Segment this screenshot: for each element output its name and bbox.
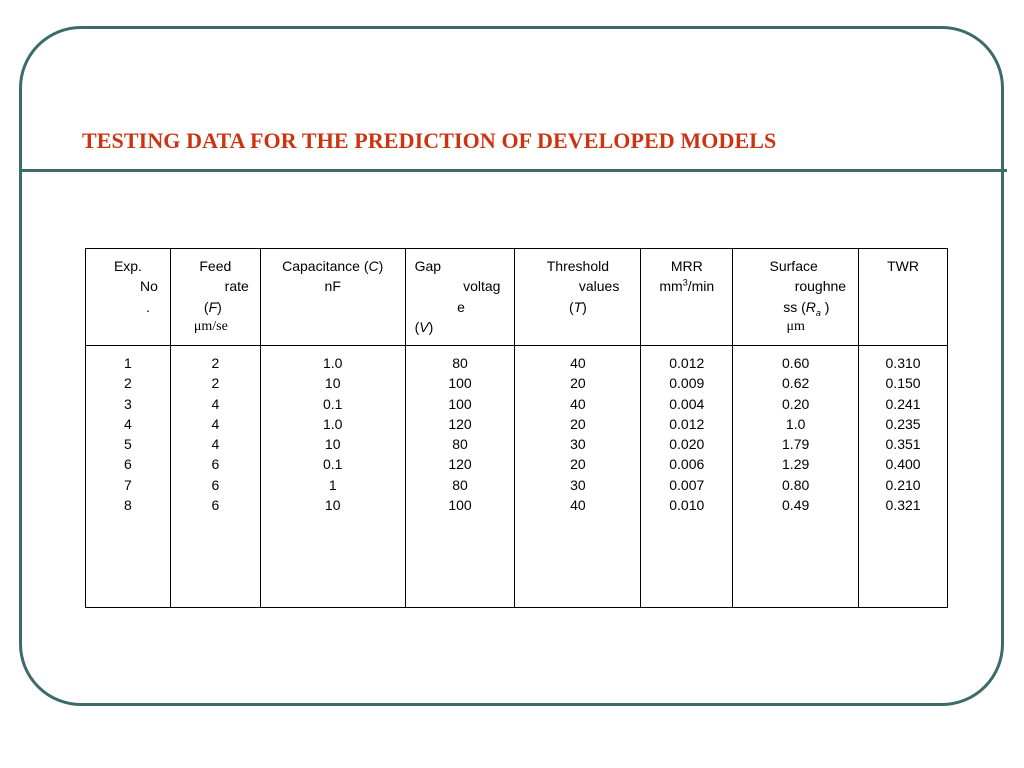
cell-value: 4: [211, 395, 220, 412]
cell-value: 2: [211, 355, 220, 371]
cell-value: 0.400: [885, 456, 921, 473]
cell-value: 20: [570, 456, 586, 473]
col-surface-roughness: [733, 346, 859, 608]
cell-value: 0.009: [669, 375, 705, 392]
header-mrr: MRR $mm^3/\min$: [641, 249, 733, 346]
cell-value: 6: [211, 476, 220, 493]
cell-value: 1.29: [782, 456, 810, 473]
cell-value: 1.0: [322, 355, 343, 371]
cell-value: 5: [124, 436, 132, 453]
testing-data-table: [85, 248, 948, 608]
cell-value: 0.210: [885, 476, 921, 493]
header-capacitance: Capacitance (C) nF: [260, 249, 405, 346]
cell-value: 20: [570, 415, 586, 432]
cell-value: 80: [452, 476, 468, 493]
header-twr: TWR: [859, 249, 948, 346]
cell-value: 120: [448, 456, 472, 473]
cell-value: 7: [124, 476, 132, 493]
header-feed-rate: Feed rate (F) μm/se: [170, 249, 260, 346]
col-feed-rate: [170, 346, 260, 608]
cell-value: 10: [324, 497, 341, 514]
cell-value: 0.62: [782, 375, 810, 392]
cell-value: 1.0: [785, 415, 806, 432]
col-gap-voltage: [405, 346, 515, 608]
cell-value: 3: [124, 395, 132, 412]
cell-value: 0.010: [669, 497, 705, 514]
cell-value: 1.79: [782, 436, 810, 453]
slide-title: TESTING DATA FOR THE PREDICTION OF DEVELOPED MODELS: [82, 128, 777, 153]
cell-value: 6: [211, 497, 220, 514]
cell-value: 30: [570, 476, 586, 493]
cell-value: 80: [452, 355, 468, 371]
cell-value: 0.1: [322, 456, 343, 473]
cell-value: 0.020: [669, 436, 705, 453]
cell-value: 4: [124, 415, 132, 432]
cell-value: 6: [124, 456, 132, 473]
cell-value: 0.241: [885, 395, 921, 412]
cell-value: 0.012: [669, 415, 705, 432]
cell-value: 0.1: [322, 395, 343, 412]
cell-value: 1: [124, 355, 132, 371]
cell-value: 0.310: [885, 355, 921, 371]
cell-value: 120: [448, 415, 472, 432]
header-row: [86, 249, 948, 346]
header-threshold-values: Threshold values (T): [515, 249, 641, 346]
cell-value: 0.49: [782, 497, 810, 514]
cell-value: 100: [448, 395, 472, 412]
cell-value: 0.20: [782, 395, 810, 412]
cell-value: 2: [124, 375, 132, 392]
cell-value: 10: [324, 375, 341, 392]
cell-value: 6: [211, 456, 220, 473]
cell-value: 0.321: [885, 497, 921, 514]
col-capacitance: [260, 346, 405, 608]
cell-value: 0.004: [669, 395, 705, 412]
cell-value: 0.012: [669, 355, 705, 371]
cell-value: 20: [570, 375, 586, 392]
cell-value: 0.351: [885, 436, 921, 453]
cell-value: 1.0: [322, 415, 343, 432]
cell-value: 2: [211, 375, 220, 392]
cell-value: 40: [570, 395, 586, 412]
cell-value: 4: [211, 436, 220, 453]
col-threshold-values: [515, 346, 641, 608]
col-mrr: [641, 346, 733, 608]
header-surface-roughness: Surface roughne ss ($R_a$ ) μm: [733, 249, 859, 346]
cell-value: 40: [570, 355, 586, 371]
title-divider: [19, 169, 1007, 172]
cell-value: 30: [570, 436, 586, 453]
table-body-row: [86, 346, 948, 608]
cell-value: 100: [448, 497, 472, 514]
cell-value: 0.60: [782, 355, 810, 371]
cell-value: 0.235: [885, 415, 921, 432]
cell-value: 100: [448, 375, 472, 392]
cell-value: 0.150: [885, 375, 921, 392]
cell-value: 80: [452, 436, 468, 453]
cell-value: 1: [328, 476, 337, 493]
header-gap-voltage: Gap voltag e (V): [405, 249, 515, 346]
cell-value: 0.80: [782, 476, 810, 493]
col-exp-no: [86, 346, 171, 608]
cell-value: 10: [324, 436, 341, 453]
col-twr: [859, 346, 948, 608]
cell-value: 0.006: [669, 456, 705, 473]
cell-value: 40: [570, 497, 586, 514]
cell-value: 0.007: [669, 476, 705, 493]
cell-value: 4: [211, 415, 220, 432]
header-exp-no: Exp. No .: [86, 249, 171, 346]
cell-value: 8: [124, 497, 132, 514]
